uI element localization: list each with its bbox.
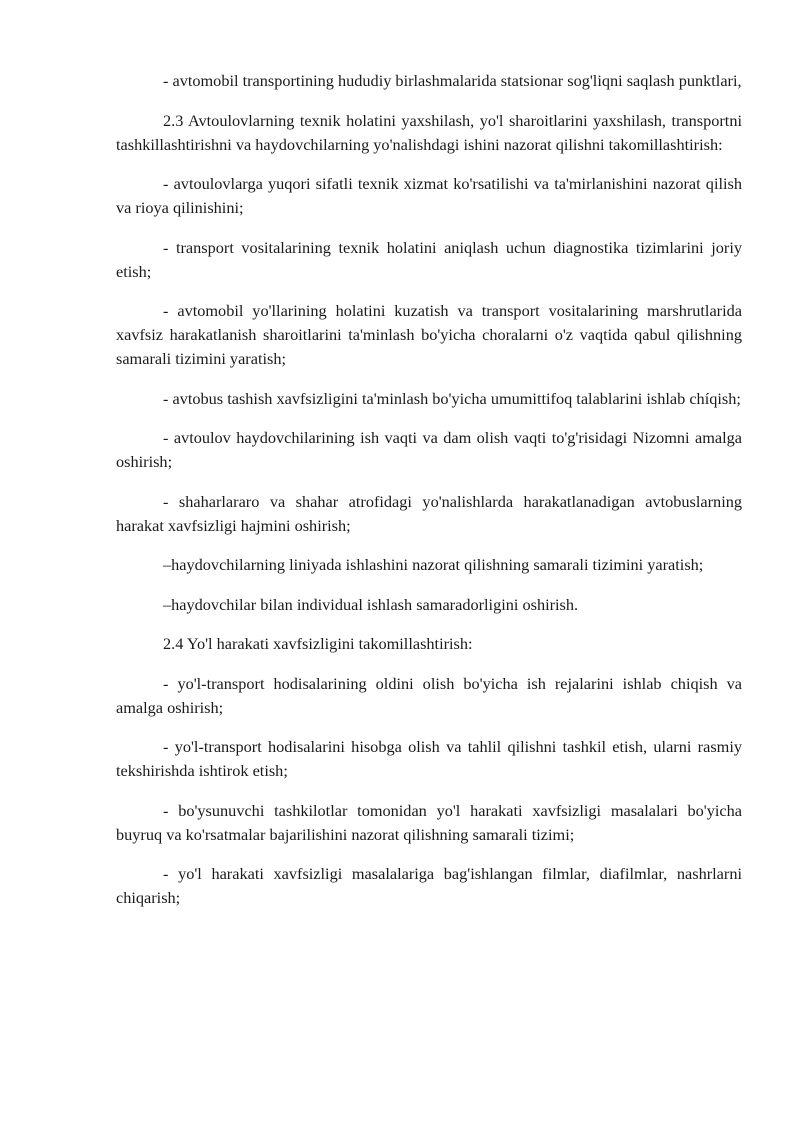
list-item-diagnostics: - transport vositalarining texnik holatini aniqlash uchun diagnostika tizimlarini joriy etish; [116, 237, 742, 281]
list-item-work-rest-regulation: - avtoulov haydovchilarining ish vaqti va dam olish vaqti to'g'risidagi Nizomni amalga oshirish; [116, 428, 742, 471]
list-item-maintenance-control: - avtoulovlarga yuqori sifatli texnik xizmat ko'rsatilishi va ta'mirlanishini nazorat qilish va rioya qilinishini; [116, 174, 742, 217]
section-heading-2-4: 2.4 Yo'l harakati xavfsizligini takomillashtirish: [163, 634, 473, 653]
list-item-orders-control: - bo'ysunuvchi tashkilotlar tomonidan yo'l harakati xavfsizligi masalalari bo'yicha buyruq va ko'rsatmalar bajarilishini nazorat qilishning samarali tizimi; [116, 800, 742, 844]
list-item-accident-analysis: - yo'l-transport hodisalarini hisobga olish va tahlil qilishni tashkil etish, ularni rasmiy tekshirishda ishtirok etish; [116, 737, 742, 780]
list-item-bus-safety-requirements: - avtobus tashish xavfsizligini ta'minlash bo'yicha umumittifoq talablarini ishlab chíqish; [163, 388, 741, 408]
list-item-safety-films: - yo'l harakati xavfsizligi masalalariga bag'ishlangan filmlar, diafilmlar, nashrlarni chiqarish; [116, 864, 742, 907]
list-item-accident-prevention-plans: - yo'l-transport hodisalarining oldini olish bo'yicha ish rejalarini ishlab chiqish va amalga oshirish; [116, 673, 742, 717]
document-page [116, 69, 742, 926]
list-item-intercity-bus-safety: - shaharlararo va shahar atrofidagi yo'nalishlarda harakatlanadigan avtobuslarning harakat xavfsizligi hajmini oshirish; [116, 491, 742, 535]
list-item-road-monitoring: - avtomobil yo'llarining holatini kuzatish va transport vositalarining marshrutlarida xavfsiz harakatlanish sharoitlarini ta'minlash bo'yicha choralarni o'z vaqtida qabul qilishning samarali tizimini yaratish; [116, 301, 742, 368]
list-item-individual-work: –haydovchilar bilan individual ishlash samaradorligini oshirish. [163, 594, 579, 614]
section-heading-2-3: 2.3 Avtoulovlarning texnik holatini yaxshilash, yo'l sharoitlarini yaxshilash, transportni tashkillashtirishni va haydovchilarning yo'nalishdagi ishini nazorat qilishni takomillashtirish: [116, 110, 742, 154]
paragraph-stationary-health-points: - avtomobil transportining hududiy birlashmalarida statsionar sog'liqni saqlash punktlari, [163, 71, 742, 90]
list-item-line-work-control: –haydovchilarning liniyada ishlashini nazorat qilishning samarali tizimini yaratish; [163, 555, 704, 574]
